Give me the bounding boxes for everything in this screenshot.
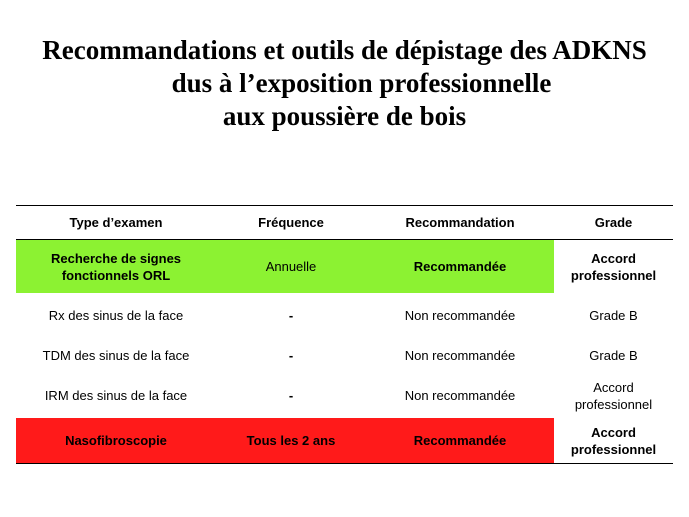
cell-frequency: - [288, 348, 294, 363]
cell-exam-type: Nasofibroscopie [16, 418, 216, 464]
cell-grade: Accord professionnel [570, 250, 657, 283]
header-recommendation: Recommandation [366, 206, 554, 240]
title-line-3: aux poussière de bois [222, 101, 467, 131]
cell-recommendation: Recommandée [366, 240, 554, 294]
table-row [16, 338, 673, 373]
cell-recommendation: Recommandée [366, 418, 554, 464]
header-exam-type: Type d’examen [16, 206, 216, 240]
cell-recommendation: Non recommandée [404, 348, 516, 363]
header-frequency: Fréquence [216, 206, 366, 240]
cell-exam-type: TDM des sinus de la face [42, 348, 190, 363]
screening-table [16, 205, 673, 464]
cell-grade: Accord professionnel [574, 379, 653, 412]
table-row [16, 418, 673, 464]
table-row [16, 240, 673, 294]
table-row [16, 373, 673, 418]
cell-frequency: - [288, 308, 294, 323]
table-row [16, 293, 673, 338]
title-line-1: Recommandations et outils de dépistage des ADKNS [42, 35, 647, 65]
cell-grade: Accord professionnel [554, 418, 673, 464]
cell-recommendation: Non recommandée [404, 388, 516, 403]
cell-frequency: Annuelle [216, 240, 366, 294]
cell-exam-type: Recherche de signes fonctionnels ORL [16, 240, 216, 294]
cell-grade: Grade B [589, 348, 638, 363]
slide-title [0, 34, 689, 133]
table-header-row [16, 206, 673, 240]
cell-frequency: - [288, 388, 294, 403]
cell-grade: Grade B [589, 308, 638, 323]
title-line-2: dus à l’exposition professionnelle [171, 68, 552, 98]
header-grade: Grade [554, 206, 673, 240]
cell-exam-type: IRM des sinus de la face [44, 388, 188, 403]
cell-frequency: Tous les 2 ans [216, 418, 366, 464]
cell-recommendation: Non recommandée [404, 308, 516, 323]
cell-exam-type: Rx des sinus de la face [48, 308, 184, 323]
